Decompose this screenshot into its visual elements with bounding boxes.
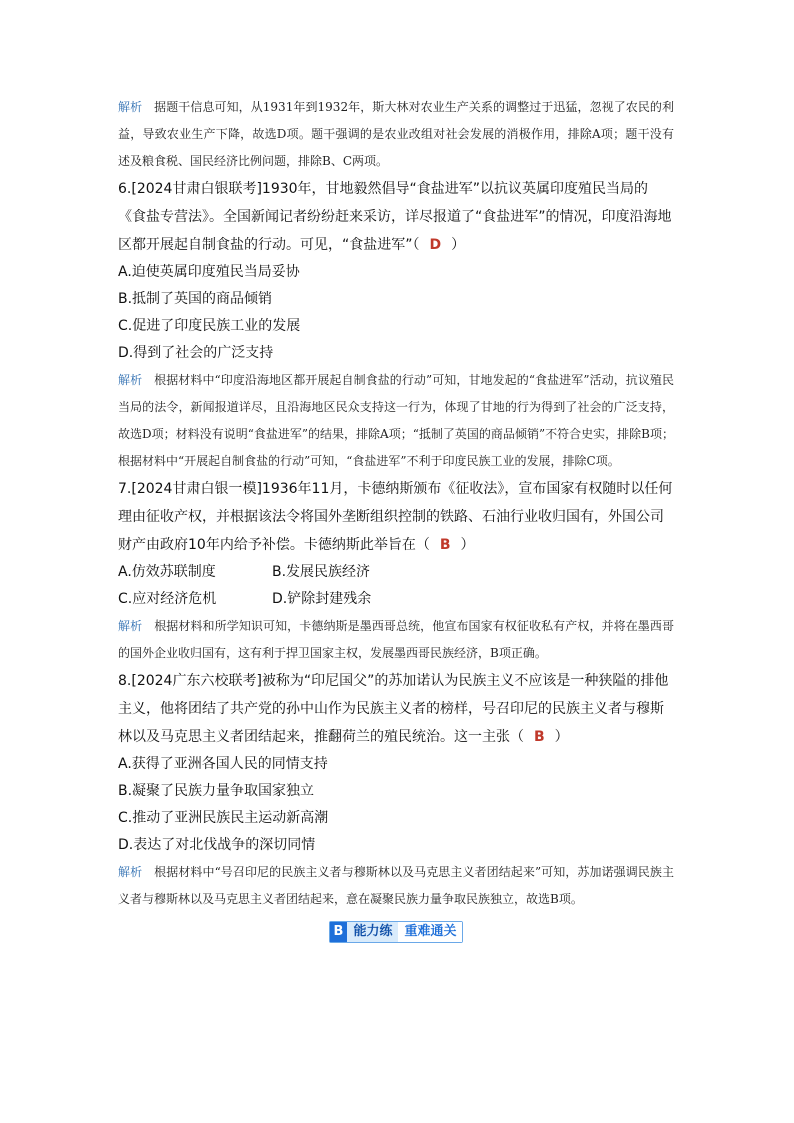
q8-close: ） [554, 729, 569, 745]
q7-close: ） [460, 537, 475, 553]
q8-stem-text: 8.[2024广东六校联考]被称为“印尼国父”的苏加诺认为民族主义不应该是一种狭隘的排他主义，他将团结了共产党的孙中山作为民族主义者的榜样，号召印尼的民族主义者与穆斯林以及马克思主义者团结起来，推翻荷兰的殖民统治。这一主张（ [118, 673, 669, 745]
analysis-label: 解析 [118, 373, 143, 387]
analysis-label: 解析 [118, 100, 143, 114]
page-content [118, 94, 674, 943]
section-letter: B [330, 922, 348, 942]
q6-option-c: C.促进了印度民族工业的发展 [118, 318, 301, 334]
q7-options-row-2 [118, 586, 674, 613]
q8-option-d: D.表达了对北伐战争的深切同情 [118, 837, 316, 853]
q6-option-d: D.得到了社会的广泛支持 [118, 345, 274, 361]
q7-option-b: B.发展民族经济 [272, 564, 371, 580]
q7-option-c: C.应对经济危机 [118, 591, 217, 607]
q7-options-row-1 [118, 559, 674, 586]
q8-stem [118, 667, 674, 751]
section-badge [329, 921, 464, 943]
section-header [118, 921, 674, 943]
q6-analysis [118, 367, 674, 475]
analysis-label: 解析 [118, 619, 143, 633]
q8-option-a: A.获得了亚洲各国人民的同情支持 [118, 756, 328, 772]
q6-analysis-text: 根据材料中“印度沿海地区都开展起自制食盐的行动”可知，甘地发起的“食盐进军”活动，抗议殖民当局的法令，新闻报道详尽，且沿海地区民众支持这一行为，体现了甘地的行为得到了社会的广泛支持，故选D项；材料没有说明“食盐进军”的结果，排除A项；“抵制了英国的商品倾销”不符合史实，排除B项；根据材料中“开展起自制食盐的行动”可知，“食盐进军”不利于印度民族工业的发展，排除C项。 [118, 373, 674, 468]
q6-option-a: A.迫使英属印度殖民当局妥协 [118, 264, 300, 280]
section-sub-label: 重难通关 [398, 922, 462, 942]
q5-analysis-text: 据题干信息可知，从1931年到1932年，斯大林对农业生产关系的调整过于迅猛，忽视了农民的利益，导致农业生产下降，故选D项。题干强调的是农业改组对社会发展的消极作用，排除A项；题干没有述及粮食税、国民经济比例问题，排除B、C两项。 [118, 100, 674, 168]
q6-option-b: B.抵制了英国的商品倾销 [118, 291, 273, 307]
q6-answer: D [429, 237, 442, 253]
q7-option-a: A.仿效苏联制度 [118, 564, 216, 580]
q7-answer: B [439, 537, 451, 553]
q7-analysis-text: 根据材料和所学知识可知，卡德纳斯是墨西哥总统，他宣布国家有权征收私有产权，并将在墨西哥的国外企业收归国有，这有利于捍卫国家主权，发展墨西哥民族经济，B项正确。 [118, 619, 674, 660]
q7-stem [118, 475, 674, 559]
q8-analysis [118, 859, 674, 913]
q8-answer: B [534, 729, 545, 745]
q8-analysis-text: 根据材料中“号召印尼的民族主义者与穆斯林以及马克思主义者团结起来”可知，苏加诺强调民族主义者与穆斯林以及马克思主义者团结起来，意在凝聚民族力量争取民族独立，故选B项。 [118, 865, 674, 906]
q6-stem-text: 6.[2024甘肃白银联考]1930年，甘地毅然倡导“食盐进军”以抗议英属印度殖民当局的《食盐专营法》。全国新闻记者纷纷赶来采访，详尽报道了“食盐进军”的情况，印度沿海地区都开展起自制食盐的行动。可见，“食盐进军”（ [118, 181, 672, 253]
q6-stem [118, 175, 674, 259]
q8-option-c: C.推动了亚洲民族民主运动新高潮 [118, 810, 329, 826]
q7-stem-text: 7.[2024甘肃白银一模]1936年11月，卡德纳斯颁布《征收法》，宣布国家有权随时以任何理由征收产权，并根据该法令将国外垄断组织控制的铁路、石油行业收归国有，外国公司财产由政府10年内给予补偿。卡德纳斯此举旨在（ [118, 481, 673, 553]
q8-option-b: B.凝聚了民族力量争取国家独立 [118, 783, 315, 799]
q5-analysis [118, 94, 674, 175]
q6-close: ） [451, 237, 466, 253]
analysis-label: 解析 [118, 865, 143, 879]
q7-analysis [118, 613, 674, 667]
section-label: 能力练 [347, 922, 398, 942]
q7-option-d: D.铲除封建残余 [272, 591, 372, 607]
